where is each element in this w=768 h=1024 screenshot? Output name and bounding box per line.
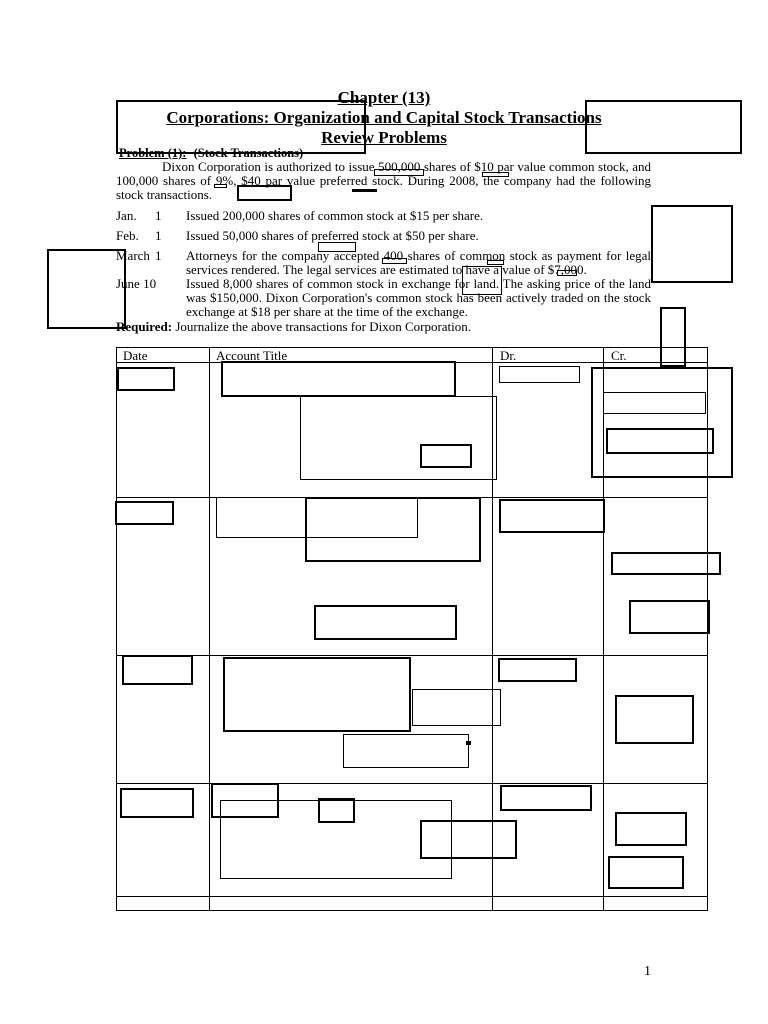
overlay-box xyxy=(214,184,227,188)
overlay-box xyxy=(585,100,742,154)
overlay-box xyxy=(615,812,687,846)
column-header-debit: Dr. xyxy=(500,348,517,363)
overlay-box xyxy=(500,785,592,811)
overlay-box xyxy=(122,655,193,685)
overlay-box xyxy=(651,205,733,283)
transaction-month: March xyxy=(116,248,150,263)
transaction-day: 1 xyxy=(155,248,162,263)
overlay-box xyxy=(499,499,605,533)
transaction-month: Jan. xyxy=(116,208,137,223)
problem-label: Problem (1): xyxy=(119,146,187,160)
overlay-box xyxy=(117,367,175,391)
overlay-box xyxy=(629,600,710,634)
column-header-credit: Cr. xyxy=(611,348,627,363)
overlay-box xyxy=(305,497,481,562)
overlay-box xyxy=(223,657,411,732)
required-statement xyxy=(116,320,471,334)
table-row-rule xyxy=(116,783,708,784)
overlay-box xyxy=(237,185,292,201)
overlay-box xyxy=(343,734,469,768)
overlay-box xyxy=(499,366,580,383)
transaction-text: Issued 200,000 shares of common stock at $15 per share. xyxy=(186,208,484,223)
chapter-heading: Chapter (13) xyxy=(337,88,431,107)
overlay-box xyxy=(498,658,577,682)
page-number: 1 xyxy=(644,964,651,979)
page-title: Corporations: Organization and Capital Stock Transactions xyxy=(166,108,602,127)
required-text: Journalize the above transactions for Dixon Corporation. xyxy=(175,319,472,334)
overlay-box xyxy=(412,689,501,726)
overlay-box xyxy=(420,444,472,468)
problem-intro: Dixon Corporation is authorized to issue 500,000 shares of $10 par value common stock, and 100,000 shares of 9%, $40 par value preferred stock. During 2008, the company had the following stock transactions. xyxy=(116,159,651,202)
overlay-box xyxy=(591,367,733,478)
overlay-box xyxy=(615,695,694,744)
table-row-rule xyxy=(116,655,708,656)
transaction-month: June 10 xyxy=(116,276,157,291)
transaction-day: 1 xyxy=(155,228,162,243)
overlay-box xyxy=(318,242,356,252)
transaction-text: Issued 50,000 shares of preferred stock at $50 per share. xyxy=(186,228,479,243)
column-header-account-title: Account Title xyxy=(216,348,288,363)
overlay-box xyxy=(382,258,407,264)
problem-topic: (Stock Transactions) xyxy=(193,146,304,160)
overlay-box xyxy=(318,798,355,823)
overlay-box xyxy=(314,605,457,640)
overlay-box xyxy=(606,428,714,454)
table-row-rule xyxy=(116,896,708,897)
overlay-box xyxy=(374,169,424,176)
overlay-box xyxy=(116,100,366,154)
overlay-box xyxy=(462,266,502,295)
column-header-date: Date xyxy=(123,348,148,363)
transaction-day: 1 xyxy=(155,208,162,223)
overlay-box xyxy=(47,249,126,329)
transaction-month: Feb. xyxy=(116,228,139,243)
overlay-box xyxy=(660,307,686,367)
required-label: Required: xyxy=(116,319,173,334)
table-column-rule xyxy=(209,347,210,911)
page-subtitle: Review Problems xyxy=(321,128,447,147)
transaction-text: Attorneys for the company accepted 400 shares of common stock as payment for legal services rendered. The legal services are estimated to have a value of $7,000. xyxy=(186,248,651,277)
overlay-box xyxy=(603,392,706,414)
overlay-box xyxy=(482,172,509,177)
overlay-box xyxy=(608,856,684,889)
overlay-box xyxy=(557,270,577,276)
overlay-mark xyxy=(352,189,377,192)
overlay-mark xyxy=(466,741,471,745)
overlay-box xyxy=(115,501,174,525)
transaction-text: Issued 8,000 shares of common stock in exchange for land. The asking price of the land was $150,000. Dixon Corporation's common stock has been actively traded on the stock exchange at $18 per share at the time of the exchange. xyxy=(186,276,651,319)
overlay-box xyxy=(420,820,517,859)
overlay-box xyxy=(221,361,456,397)
overlay-box xyxy=(120,788,194,818)
overlay-box xyxy=(611,552,721,575)
overlay-box xyxy=(487,260,504,265)
